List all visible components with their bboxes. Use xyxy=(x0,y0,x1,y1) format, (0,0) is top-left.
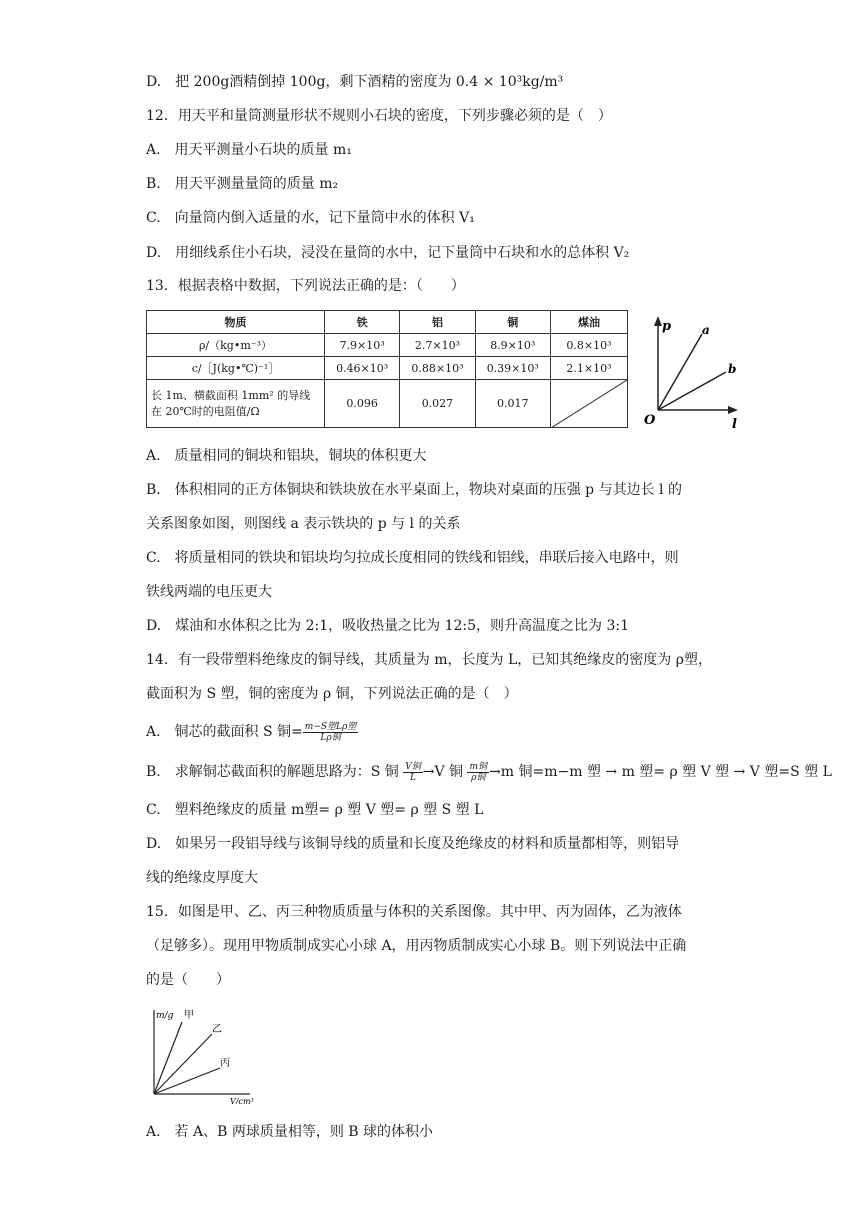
table-cell: 7.9×10³ xyxy=(324,334,399,357)
arrow-fraction xyxy=(403,762,423,783)
q13-p-l-graph xyxy=(640,310,750,430)
x-axis-label: V/cm³ xyxy=(230,1097,254,1104)
q13-stem: 13．根据表格中数据，下列说法正确的是：（ ） xyxy=(146,278,465,294)
line-a xyxy=(658,334,702,410)
q14-option-d-line2: 线的绝缘皮厚度大 xyxy=(146,870,258,886)
line-bing xyxy=(154,1068,220,1094)
fraction-denominator: L xyxy=(409,772,416,783)
q15-stem-line3: 的是（ ） xyxy=(146,972,230,988)
table-cell: c/［J(kg•℃)⁻¹］ xyxy=(147,357,325,380)
x-axis-arrow xyxy=(728,406,738,414)
q15-m-v-graph xyxy=(146,1004,256,1104)
q13-option-c-line2: 铁线两端的电压更大 xyxy=(146,584,272,600)
x-axis-label: l xyxy=(732,417,737,430)
y-axis-label: m/g xyxy=(156,1011,174,1021)
q14-stem-line2: 截面积为 S 塑，铜的密度为 ρ 铜，下列说法正确的是（ ） xyxy=(146,686,518,702)
table-cell: 0.096 xyxy=(324,380,399,428)
table-cell: 8.9×10³ xyxy=(475,334,550,357)
q13-option-a: A. 质量相同的铜块和铝块，铜块的体积更大 xyxy=(146,448,427,464)
table-header-cell: 物质 xyxy=(147,311,325,334)
table-cell: 0.027 xyxy=(400,380,475,428)
line-b-label: b xyxy=(728,362,737,376)
line-yi xyxy=(154,1034,212,1094)
q14-option-c: C. 塑料绝缘皮的质量 m塑= ρ 塑 V 塑= ρ 塑 S 塑 L xyxy=(146,802,484,818)
q13-option-b-line2: 关系图象如图，则图线 a 表示铁块的 p 与 l 的关系 xyxy=(146,516,461,532)
table-row xyxy=(147,334,628,357)
q14-option-a-prefix: A. 铜芯的截面积 S 铜= xyxy=(146,724,303,740)
table-header-cell: 铁 xyxy=(324,311,399,334)
table-row xyxy=(147,357,628,380)
q14-option-b xyxy=(146,758,832,786)
table-cell: 0.017 xyxy=(475,380,550,428)
arrow-icon: → xyxy=(422,764,435,780)
table-cell: 2.1×10³ xyxy=(550,357,627,380)
table-header-cell: 煤油 xyxy=(550,311,627,334)
q15-stem-line2: （足够多）。现用甲物质制成实心小球 A，用丙物质制成实心小球 B。则下列说法中正确 xyxy=(146,938,687,954)
q12-option-b: B. 用天平测量量筒的质量 m₂ xyxy=(146,176,339,192)
q15-option-a: A. 若 A、B 两球质量相等，则 B 球的体积小 xyxy=(146,1124,434,1140)
fraction-numerator: m铜 xyxy=(469,761,488,772)
fraction-numerator: m−S塑Lρ塑 xyxy=(304,721,357,732)
line-bing-label: 丙 xyxy=(220,1058,230,1069)
q14-option-b-rest: m 铜=m−m 塑 → m 塑= ρ 塑 V 塑 → V 塑=S 塑 L xyxy=(500,764,832,780)
q12-option-a: A. 用天平测量小石块的质量 m₁ xyxy=(146,142,352,158)
table-cell: 2.7×10³ xyxy=(400,334,475,357)
q14-option-d-line1: D. 如果另一段铝导线与该铜导线的质量和长度及绝缘皮的材料和质量都相等，则铝导 xyxy=(146,836,680,852)
q11-option-d: D. 把 200g酒精倒掉 100g，剩下酒精的密度为 0.4 × 10³kg/m³ xyxy=(146,74,564,90)
origin-label: O xyxy=(644,413,656,428)
q15-stem-line1: 15．如图是甲、乙、丙三种物质质量与体积的关系图像。其中甲、丙为固体，乙为液体 xyxy=(146,904,682,920)
fraction xyxy=(303,722,359,743)
q13-data-table xyxy=(146,310,628,428)
line-jia-label: 甲 xyxy=(184,1010,194,1021)
table-cell: 0.46×10³ xyxy=(324,357,399,380)
fraction-denominator: Lρ铜 xyxy=(320,732,341,743)
table-cell: 0.8×10³ xyxy=(550,334,627,357)
table-row xyxy=(147,380,628,428)
y-axis-arrow xyxy=(654,316,662,326)
q12-stem: 12．用天平和量筒测量形状不规则小石块的密度，下列步骤必须的是（ ） xyxy=(146,108,612,124)
q14-option-a xyxy=(146,718,358,746)
line-a-label: a xyxy=(702,323,710,337)
q14-option-b-mid: V 铜 xyxy=(434,764,464,780)
fraction-numerator: V铜 xyxy=(405,761,421,772)
table-cell-empty xyxy=(550,380,627,428)
table-header-cell: 铝 xyxy=(400,311,475,334)
q14-option-b-prefix: B. 求解铜芯截面积的解题思路为：S 铜 xyxy=(146,764,399,780)
q13-option-d: D. 煤油和水体积之比为 2:1，吸收热量之比为 12:5，则升高温度之比为 3:1 xyxy=(146,618,630,634)
table-cell: ρ/（kg•m⁻³） xyxy=(147,334,325,357)
diagonal-slash xyxy=(551,380,627,428)
arrow-icon: → xyxy=(489,764,501,780)
q12-option-d: D. 用细线系住小石块，浸没在量筒的水中，记下量筒中石块和水的总体积 V₂ xyxy=(146,245,630,261)
fraction-denominator: ρ铜 xyxy=(471,772,486,783)
q13-option-b-line1: B. 体积相同的正方体铜块和铁块放在水平桌面上，物块对桌面的压强 p 与其边长 l 的 xyxy=(146,482,682,498)
table-cell: 0.88×10³ xyxy=(400,357,475,380)
table-cell: 0.39×10³ xyxy=(475,357,550,380)
table-header-row xyxy=(147,311,628,334)
table-cell: 长 1m、横截面积 1mm² 的导线在 20℃时的电阻值/Ω xyxy=(147,380,325,428)
table-header-cell: 铜 xyxy=(475,311,550,334)
y-axis-label: p xyxy=(662,319,672,334)
line-yi-label: 乙 xyxy=(212,1024,222,1035)
line-jia xyxy=(154,1022,182,1094)
q13-option-c-line1: C. 将质量相同的铁块和铝块均匀拉成长度相同的铁线和铝线，串联后接入电路中，则 xyxy=(146,550,679,566)
q14-stem-line1: 14．有一段带塑料绝缘皮的铜导线，其质量为 m，长度为 L，已知其绝缘皮的密度为 ρ塑， xyxy=(146,652,712,668)
q12-option-c: C. 向量筒内倒入适量的水，记下量筒中水的体积 V₁ xyxy=(146,210,475,226)
arrow-fraction xyxy=(467,762,489,783)
